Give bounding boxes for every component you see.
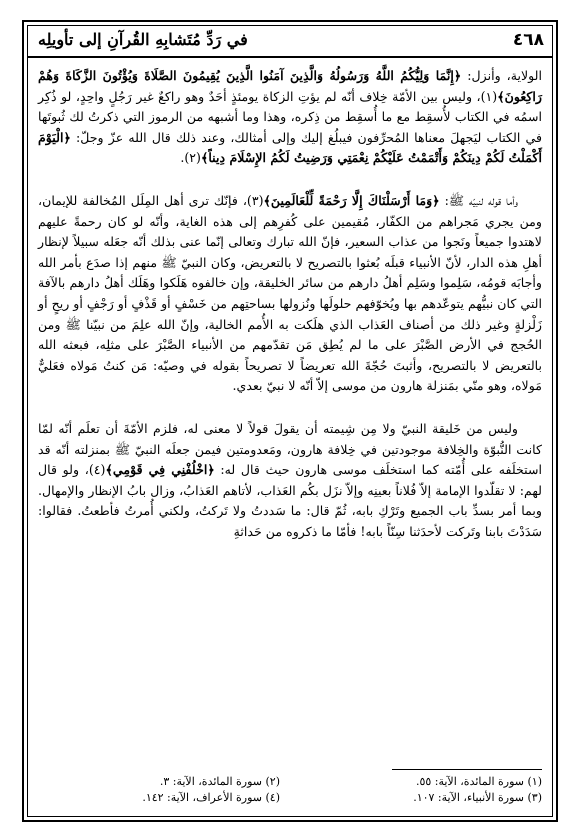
text-segment: وأما قوله لنبيّه ﷺ: (439, 192, 518, 208)
footnote-rule (392, 769, 542, 770)
text-segment: (١)، وليس بين الأمّة خِلاف أنّه لم يؤتِ الزكاة يومئذٍ أحَدٌ وهو راكعٌ غير رَجُلٍ واحِدٍ، لو ذُكِر اسمُه في الكتاب لأُسقِط مع ما أُسقِط من ذِكره، وهذا وما أشبهه من الرموز التي ذكرتُ لك ثُبوتَها في الكتاب ليَجهلَ معناها المُحرِّفون فيبلُغ إليك وإلى أمثالك، وعند ذلك قال الله عزّ وجلّ: (38, 88, 542, 145)
text-segment: (٤)، ولو قال لهم: لا تقلّدوا الإمامة إلاّ فُلاناً بعينِه وإلاّ نزَل بكُم العَذاب، لأتاهم العَذابُ، وزال بابُ الإنظار والإمهال. وبما أمر بسدِّ باب الجميع وتَرْكِ بابه، ثُمّ قال: ما سَددتُ ولا تَركتُ، ولكني أُمرتُ فأطعتُ. فقالوا: سَدَدْتَ بابنا وتَركت لأحدَثنا سِنّاً بابه! فأمّا ما ذكروه من حَداثةِ (38, 462, 542, 539)
quran-verse: ﴿إِنَّمَا وَلِيُّكُمُ اللَّهُ وَرَسُولُهُ وَالَّذِينَ آمَنُوا الَّذِينَ يُقِيمُونَ الصَّلَاةَ وَيُؤْتُونَ الزَّكَاةَ وَهُمْ رَاكِعُونَ﴾ (38, 68, 542, 104)
page-number: ٤٦٨ (512, 30, 544, 50)
footnote-1: (١) سورة المائدة، الآية: ٥٥. (415, 775, 542, 788)
footnote-4: (٤) سورة الأعراف، الآية: ١٤٢. (142, 791, 280, 804)
quran-verse: ﴿وَمَا أَرْسَلْنَاكَ إِلَّا رَحْمَةً لِّلْعَالَمِينَ﴾ (263, 192, 440, 208)
footnotes (38, 769, 542, 806)
text-segment: الولاية، وأنزل: (461, 68, 542, 83)
footnote-2: (٢) سورة المائدة، الآية: ٣. (159, 775, 280, 788)
paragraph (38, 191, 542, 397)
running-title: في رَدِّ مُتَشابِهِ القُرآنِ إلى تأويلِه (38, 30, 248, 49)
text-segment: (٢). (180, 150, 201, 166)
footnote-3: (٣) سورة الأنبياء، الآية: ١٠٧. (413, 791, 542, 804)
text-segment: (٣)، فإنّك ترى أهل المِلَل المُخالفة للإيمان، ومن يجري مَجراهم من الكفّار، مُقيمين على كُفرِهم إلى هذه الغاية، وأنّه لو كان رحمةً عليهم لاهتدوا جميعاً ونَجوا من عذاب السعير، فإنّ الله تبارك وتعالى إنّما عنى بذلك أنّه جعَله سبيلاً لإنظار أهلِ هذه الدار، لأنّ الأنبياء قبلَه بُعثوا بالتصريح لا بالتعريض، وكان النبيّ ﷺ منهم إذا صدَع بأمر الله وأجابَه قومُه، سَلِموا وسَلِم أهلُ دارهم من سائر الخليقة، وإن خالفوه هَلَكوا وهَلَك أهلُ دارهم بالآفة التي كان نبيُّهم يتوعّدهم بها ويُخوّفهم حلولَها ونُزولها بساحتِهم من خَسْفٍ أو قَذْفٍ أو رَجْفٍ أو ريحٍ أو زَلْزلةٍ وغير ذلك من أصناف العَذاب الذي هلَكت به الأُمم الخالية، وإنّ الله علِمَ من نبيّنا ﷺ ومن الحُجج في الأرض الصَّبْرَ على ما لم يُطِق مَن تقدّمهم من الأنبياء الصَّبْرَ على مثلِه، فبعثه الله بالتعريض لا بالتصريح، وأثبتَ حُجّةَ الله تعريضاً لا تصريحاً بقوله في وصيّه: مَن كنتُ مَولاه فعَليٌّ مَولاه، وهو منّي بمَنزلة هارون من موسى إلاّ أنّه لا نبيّ بعدي. (38, 192, 542, 394)
page-inner-frame (27, 25, 553, 817)
text-segment: وليس من خَليقة النبيّ ولا مِن شِيمته أن يقولَ قولاً لا معنى له، فلزم الأمّةَ أن تعلَم أنّه لمّا كانت النُّبوّة والخِلافة موجودتين في خِلافة هارون، ومَعدومتين فيمن جعلَه النبيّ ﷺ بمنزلته أنّه قد استخلَفه على أُمّته كما استخلَف موسى هارون حيث قال له: (38, 420, 542, 478)
quran-verse: ﴿اخْلُفْنِي فِي قَوْمِي﴾ (105, 462, 215, 478)
paragraph (38, 66, 542, 169)
footnote-grid (38, 774, 542, 806)
quran-verse: ﴿الْيَوْمَ أَكْمَلْتُ لَكُمْ دِينَكُمْ وَأَتْمَمْتُ عَلَيْكُمْ نِعْمَتِي وَرَضِيتُ لَكُمُ الإِسْلَامَ دِيناً﴾ (38, 129, 542, 166)
page-frame (22, 20, 558, 822)
page-header (28, 26, 552, 58)
body-text (38, 66, 542, 542)
paragraph (38, 419, 542, 543)
